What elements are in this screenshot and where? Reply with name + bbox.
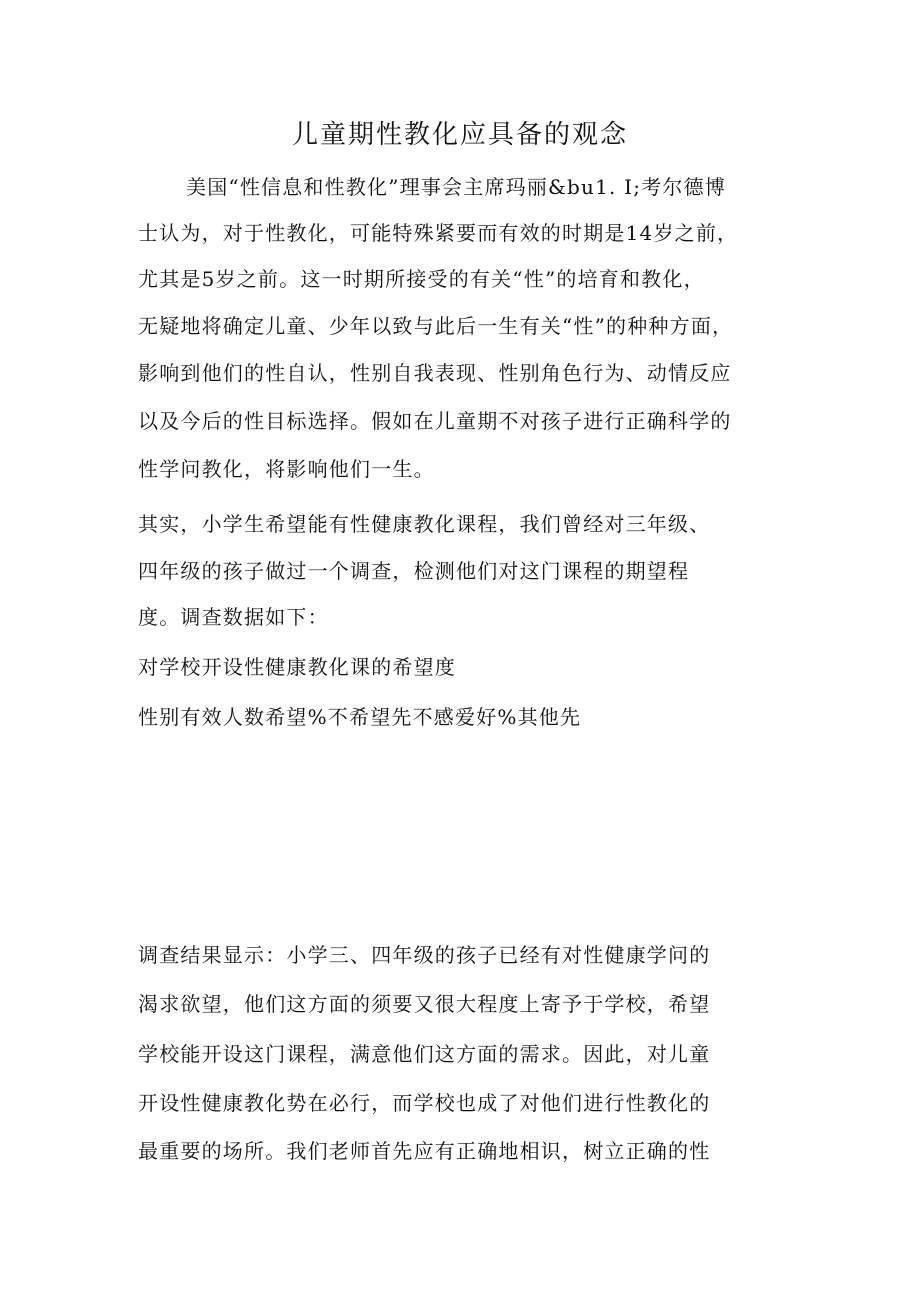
text-line: 性学问教化，将影响他们一生。 <box>138 457 435 481</box>
text-line: 四年级的孩子做过一个调查，检测他们对这门课程的期望程 <box>138 559 690 583</box>
text-line: 以及今后的性目标选择。假如在儿童期不对孩子进行正确科学的 <box>138 409 732 433</box>
text-line: 影响到他们的性自认，性别自我表现、性别角色行为、动情反应 <box>138 361 732 385</box>
text-line: 渴求欲望，他们这方面的须要又很大程度上寄予于学校，希望 <box>138 992 711 1016</box>
text-line: 学校能开设这门课程，满意他们这方面的需求。因此，对儿童 <box>138 1042 711 1066</box>
text-line: 美国“性信息和性教化”理事会主席玛丽&bu1. I;考尔德博 <box>186 175 727 199</box>
text-line: 度。调查数据如下： <box>138 605 329 629</box>
text-line: 无疑地将确定儿童、少年以致与此后一生有关“性”的种种方面， <box>138 314 734 338</box>
table-caption: 对学校开设性健康教化课的希望度 <box>138 655 456 679</box>
text-line: 最重要的场所。我们老师首先应有正确地相识，树立正确的性 <box>138 1139 711 1163</box>
text-line: 开设性健康教化势在必行，而学校也成了对他们进行性教化的 <box>138 1091 711 1115</box>
table-header: 性别有效人数希望%不希望先不感爱好%其他先 <box>138 705 582 729</box>
text-line: 尤其是5岁之前。这一时期所接受的有关“性”的培育和教化， <box>138 267 705 291</box>
text-line: 士认为，对于性教化，可能特殊紧要而有效的时期是14岁之前， <box>138 221 739 245</box>
text-line: 其实，小学生希望能有性健康教化课程，我们曾经对三年级、 <box>138 512 711 536</box>
document-title: 儿童期性教化应具备的观念 <box>291 120 628 150</box>
text-line: 调查结果显示：小学三、四年级的孩子已经有对性健康学问的 <box>138 943 711 967</box>
